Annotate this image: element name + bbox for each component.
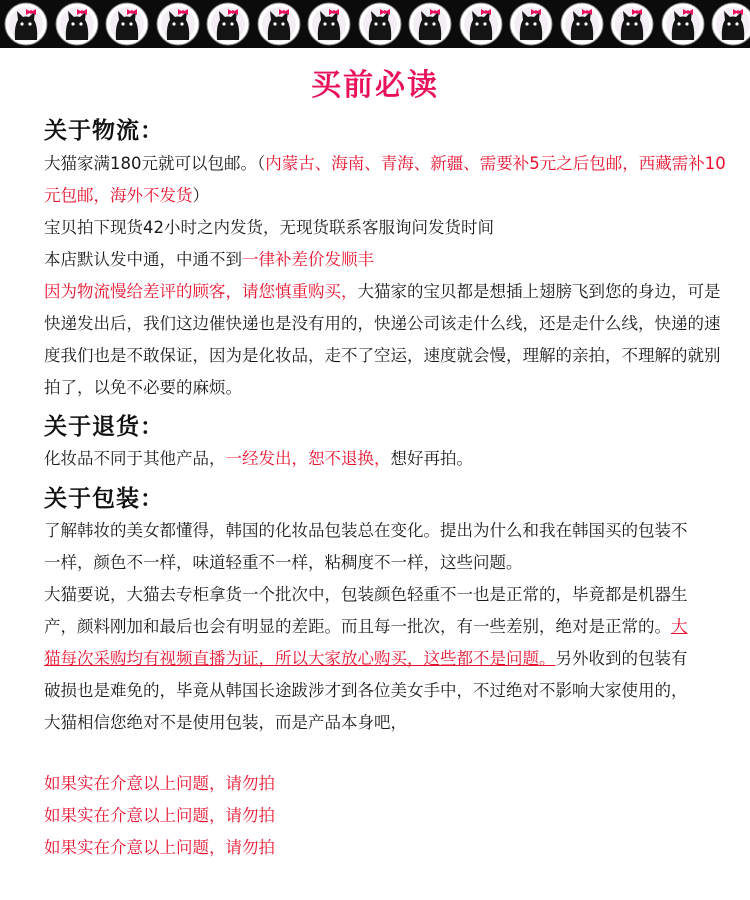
video-proof-notice: 大猫每次采购均有视频直播为证，所以大家放心购买，这些都不是问题。 (44, 617, 688, 668)
remote-region-notice: 内蒙古、海南、青海、新疆、需要补5元之后包邮，西藏需补10元包邮，海外不发货 (44, 154, 726, 205)
cat-icon (257, 2, 301, 46)
page-title: 买前必读 (311, 68, 439, 103)
cat-icon (459, 2, 503, 46)
cat-icon (610, 2, 654, 46)
logistics-delay-notice: 因为物流慢给差评的顾客，请您慎重购买，大猫家的宝贝都是想插上翅膀飞到您的身边，可是快递发出后，我们这边催快递也是没有用的，快递公司该走什么线，还是走什么线，快递的速度我们也是不敢保证，因为是化妆品，走不了空运，速度就会慢，理解的亲拍，不理解的就别拍了，以免不必要的麻烦。 (44, 282, 721, 397)
cat-icon (105, 2, 149, 46)
logistics-dispatch-time: 宝贝拍下现货42小时之内发货，无现货联系客服询问发货时间 (44, 218, 494, 237)
cat-icon (55, 2, 99, 46)
cat-icon (307, 2, 351, 46)
warning-line: 如果实在介意以上问题，请勿拍 (44, 774, 275, 793)
logistics-courier: 本店默认发中通，中通不到一律补差价发顺丰 (44, 250, 374, 269)
cat-icon (4, 2, 48, 46)
packaging-heading: 关于包装： (44, 486, 164, 512)
returns-policy: 化妆品不同于其他产品，一经发出，恕不退换，想好再拍。 (44, 449, 473, 468)
cat-icon (661, 2, 705, 46)
returns-heading: 关于退货： (44, 414, 164, 440)
packaging-intro: 了解韩妆的美女都懂得，韩国的化妆品包装总在变化。提出为什么和我在韩国买的包装不一样，颜色不一样，味道轻重不一样，粘稠度不一样，这些问题。 (44, 521, 688, 572)
cat-icon (560, 2, 604, 46)
cat-icon (206, 2, 250, 46)
logistics-heading: 关于物流： (44, 118, 164, 144)
cat-icon (408, 2, 452, 46)
no-return-notice: 一经发出，恕不退换， (225, 449, 391, 468)
warning-line: 如果实在介意以上问题，请勿拍 (44, 806, 275, 825)
cat-icon (711, 2, 750, 46)
warning-line: 如果实在介意以上问题，请勿拍 (44, 838, 275, 857)
cat-icon (358, 2, 402, 46)
cat-banner (0, 0, 750, 48)
cat-icon (509, 2, 553, 46)
sf-express-notice: 一律补差价发顺丰 (242, 250, 374, 269)
packaging-detail: 大猫要说，大猫去专柜拿货一个批次中，包装颜色轻重不一也是正常的，毕竟都是机器生产，颜料刚加和最后也会有明显的差距。而且每一批次，有一些差别，绝对是正常的。大猫每次采购均有视频直播为证，所以大家放心购买，这些都不是问题。另外收到的包装有破损也是难免的，毕竟从韩国长途跋涉才到各位美女手中，不过绝对不影响大家使用的，大猫相信您绝对不是使用包装，而是产品本身吧， (44, 585, 688, 732)
cat-icon (156, 2, 200, 46)
review-warning: 因为物流慢给差评的顾客，请您慎重购买， (44, 282, 358, 301)
logistics-free-shipping: 大猫家满180元就可以包邮。（内蒙古、海南、青海、新疆、需要补5元之后包邮，西藏需补10元包邮，海外不发货） (44, 154, 726, 205)
